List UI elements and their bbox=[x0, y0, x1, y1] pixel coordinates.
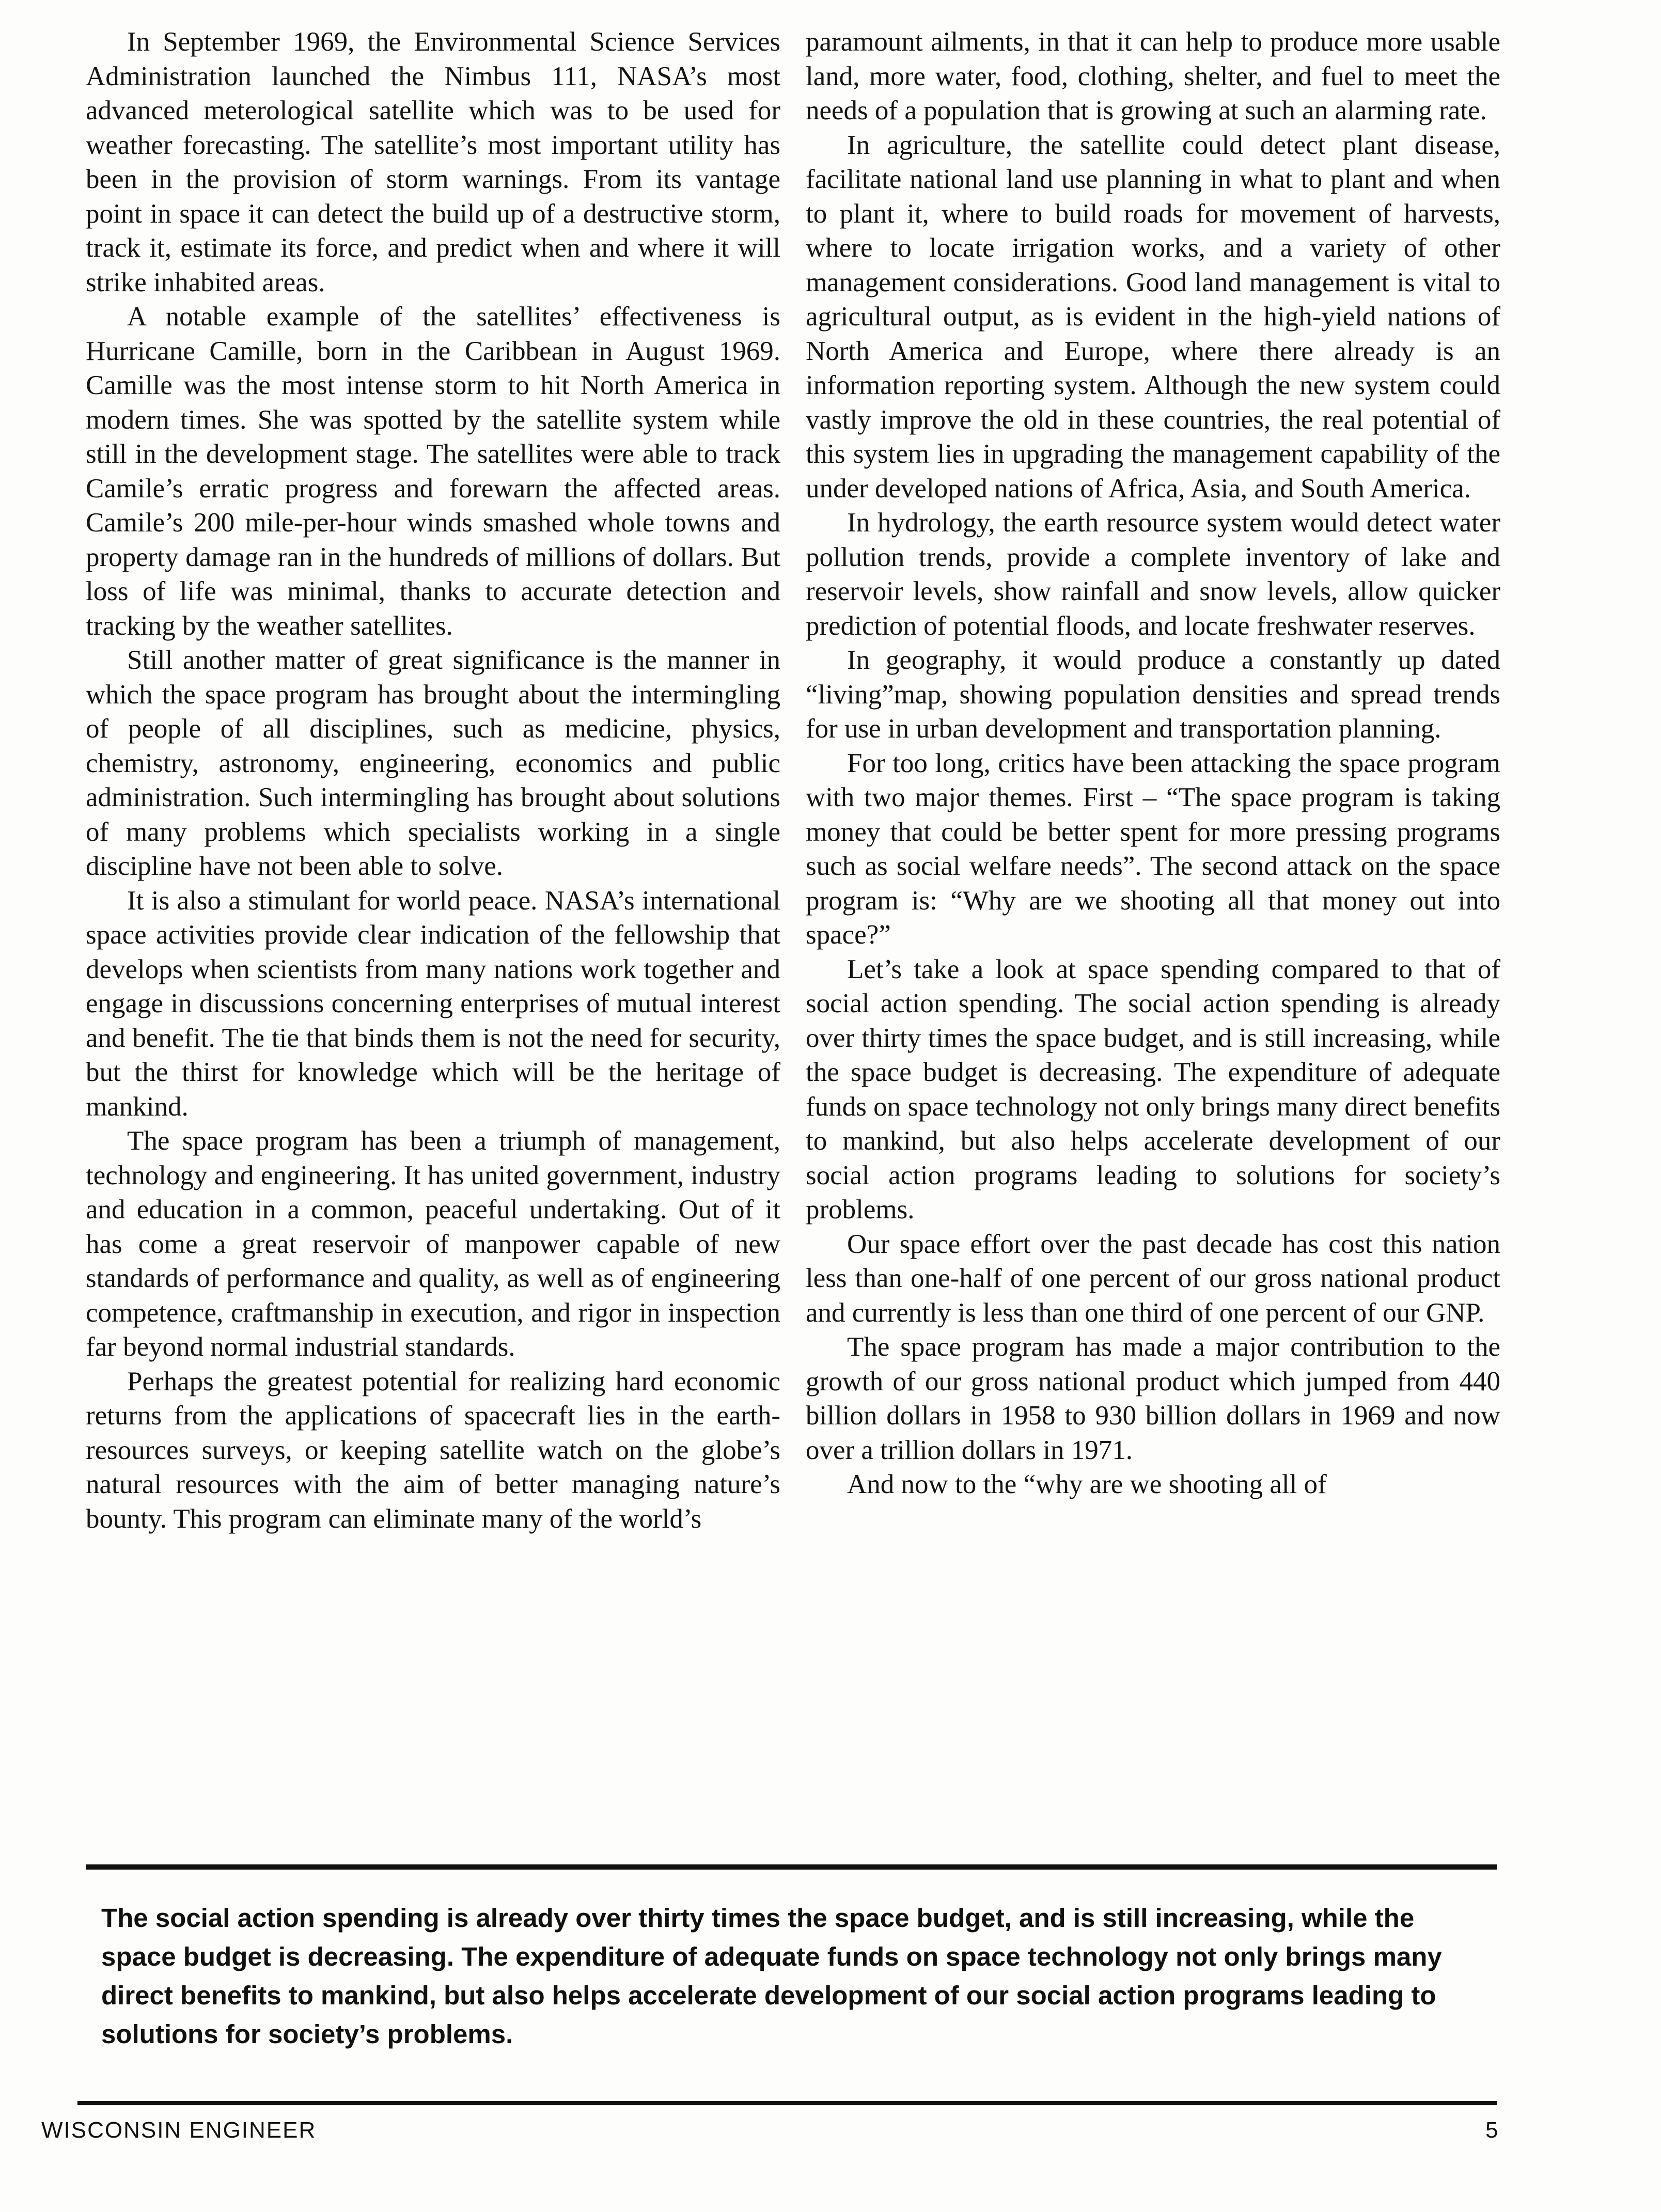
paragraph-space-effort-cost: Our space effort over the past decade has cost this nation less than one-half of one percent of our gross national product and currently is less than one third of one percent of our GNP. bbox=[806, 1229, 1500, 1328]
paragraph-critics: For too long, critics have been attacking the space program with two major themes. First – “The space program is taking money that could be better spent for more pressing programs such as social welfare needs”. The second attack on the space program is: “Why are we shooting all that money out into space?” bbox=[806, 748, 1500, 950]
paragraph-gnp-growth: The space program has made a major contribution to the growth of our gross national product which jumped from 440 billion dollars in 1958 to 930 billion dollars in 1969 and now over a trillion dollars in 1971. bbox=[806, 1332, 1500, 1465]
paragraph-earth-resources: Perhaps the greatest potential for realizing hard economic returns from the applications of spacecraft lies in the earth-resources surveys, or keeping satellite watch on the globe’s natural resources with the aim of better managing nature’s bounty. This program can eliminate many of the world’s bbox=[86, 1366, 780, 1534]
pull-quote-top-rule bbox=[86, 1864, 1497, 1870]
paragraph-triumph: The space program has been a triumph of management, technology and engineering. It has united government, industry and education in a common, peaceful undertaking. Out of it has come a great reservoir of manpower capable of new standards of performance and quality, as well as of engineering competence, craftmanship in execution, and rigor in inspection far beyond normal industrial standards. bbox=[86, 1126, 780, 1362]
paragraph-continuation: paramount ailments, in that it can help to produce more usable land, more water, food, clothing, shelter, and fuel to meet the needs of a population that is growing at such an alarming rate. bbox=[806, 27, 1500, 125]
paragraph-agriculture: In agriculture, the satellite could detect plant disease, facilitate national land use planning in what to plant and when to plant it, where to build roads for movement of harvests, where to locate irrigation works, and a variety of other management considerations. Good land management is vital to agricultural output, as is evident in the high-yield nations of North America and Europe, where there already is an information reporting system. Although the new system could vastly improve the old in these countries, the real potential of this system lies in upgrading the management capability of the under developed nations of Africa, Asia, and South America. bbox=[806, 130, 1500, 504]
page-number: 5 bbox=[1485, 2117, 1498, 2143]
publication-name: WISCONSIN ENGINEER bbox=[41, 2117, 317, 2143]
paragraph-geography: In geography, it would produce a constantly up dated “living”map, showing population densities and spread trends for use in urban development and transportation planning. bbox=[806, 645, 1500, 744]
paragraph-hydrology: In hydrology, the earth resource system would detect water pollution trends, provide a complete inventory of lake and reservoir levels, show rainfall and snow levels, allow quicker prediction of potential floods, and locate freshwater reserves. bbox=[806, 508, 1500, 641]
paragraph-spending: Let’s take a look at space spending compared to that of social action spending. The social action spending is already over thirty times the space budget, and is still increasing, while the space budget is decreasing. The expenditure of adequate funds on space technology not only brings many direct benefits to mankind, but also helps accelerate development of our social action programs leading to solutions for society’s problems. bbox=[806, 954, 1500, 1225]
footer-rule bbox=[77, 2101, 1497, 2105]
paragraph-intermingling: Still another matter of great significance is the manner in which the space program has brought about the intermingling of people of all disciplines, such as medicine, physics, chemistry, astronomy, engineering, economics and public administration. Such intermingling has brought about solutions of many problems which specialists working in a single discipline have not been able to solve. bbox=[86, 645, 780, 881]
paragraph-hurricane-camille: A notable example of the satellites’ effectiveness is Hurricane Camille, born in the Caribbean in August 1969. Camille was the most intense storm to hit North America in modern times. She was spotted by the satellite system while still in the development stage. The satellites were able to track Camile’s erratic progress and forewarn the affected areas. Camile’s 200 mile-per-hour winds smashed whole towns and property damage ran in the hundreds of millions of dollars. But loss of life was minimal, thanks to accurate detection and tracking by the weather satellites. bbox=[86, 302, 780, 641]
article-column-left bbox=[86, 25, 780, 1536]
article-column-right bbox=[806, 25, 1500, 1502]
paragraph-why-shooting: And now to the “why are we shooting all of bbox=[847, 1469, 1327, 1499]
paragraph-world-peace: It is also a stimulant for world peace. NASA’s international space activities provide clear indication of the fellowship that develops when scientists from many nations work together and engage in discussions concerning enterprises of mutual interest and benefit. The tie that binds them is not the need for security, but the thirst for knowledge which will be the heritage of mankind. bbox=[86, 885, 780, 1122]
pull-quote: The social action spending is already over thirty times the space budget, and is still increasing, while the space budget is decreasing. The expenditure of adequate funds on space technology not only brings many direct benefits to mankind, but also helps accelerate development of our social action programs leading to solutions for society’s problems. bbox=[101, 1903, 1442, 2049]
paragraph-nimbus: In September 1969, the Environmental Science Services Administration launched the Nimbus 111, NASA’s most advanced meterological satellite which was to be used for weather forecasting. The satellite’s most important utility has been in the provision of storm warnings. From its vantage point in space it can detect the build up of a destructive storm, track it, estimate its force, and predict when and where it will strike inhabited areas. bbox=[86, 27, 780, 297]
